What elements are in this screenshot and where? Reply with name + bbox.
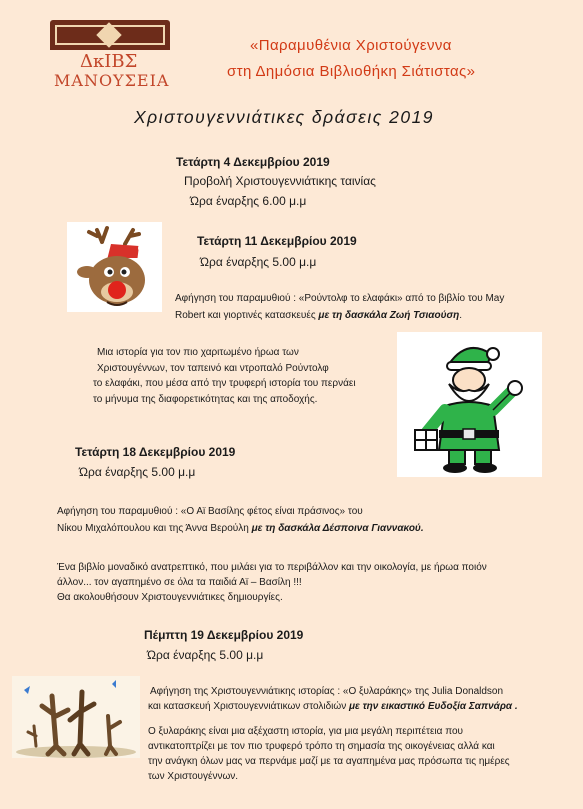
logo-line1: ΔκΙΒΣ (80, 51, 138, 72)
library-logo (50, 20, 170, 90)
event4-desc-line2 (148, 700, 518, 714)
logo-line2: ΜΑΝΟΥΣΕΙΑ (54, 71, 170, 90)
event1-date: Τετάρτη 4 Δεκεμβρίου 2019 (176, 155, 330, 169)
event3-story-line2: άλλον... τον αγαπημένο σε όλα τα παιδιά Αϊ – Βασίλη !!! (57, 577, 302, 588)
event2-time: Ώρα έναρξης 5.00 μ.μ (200, 255, 317, 269)
event1-time: Ώρα έναρξης 6.00 μ.μ (190, 194, 307, 208)
event3-desc-line2 (57, 522, 424, 536)
event3-desc-line2a: Νίκου Μιχαλόπουλου και της Άννα Βερούλη (57, 523, 252, 534)
event2-date: Τετάρτη 11 Δεκεμβρίου 2019 (197, 234, 357, 248)
header-line1: «Παραμυθένια Χριστούγεννα (250, 37, 452, 54)
event2-story-line1: Μια ιστορία για τον πιο χαριτωμένο ήρωα των (97, 347, 299, 358)
green-santa-illustration (397, 332, 542, 477)
event3-time: Ώρα έναρξης 5.00 μ.μ (79, 465, 196, 479)
event3-story-line1: Ένα βιβλίο μοναδικό ανατρεπτικό, που μιλάει για το περιβάλλον και την οικολογία, με ήρωα ποιόν (57, 562, 487, 573)
logo-ornament-icon (50, 20, 170, 50)
event4-story-line4: των Χριστουγέννων. (148, 771, 239, 782)
event4-desc-line2a: και κατασκευή Χριστουγεννιάτικων στολιδιών (148, 701, 349, 712)
event4-time: Ώρα έναρξης 5.00 μ.μ (147, 648, 264, 662)
event2-story-line2: Χριστουγέννων, τον ταπεινό και ντροπαλό Ρούντολφ (97, 363, 329, 374)
event4-desc-line1: Αφήγηση της Χριστουγεννιάτικης ιστορίας : «Ο ξυλαράκης» της Julia Donaldson (150, 686, 504, 697)
event4-date: Πέμπτη 19 Δεκεμβρίου 2019 (144, 628, 304, 642)
header-line2: στη Δημόσια Βιβλιοθήκη Σιάτιστας» (227, 63, 476, 80)
event3-date: Τετάρτη 18 Δεκεμβρίου 2019 (75, 445, 236, 459)
event3-desc-line1: Αφήγηση του παραμυθιού : «Ο Αϊ Βασίλης φέτος είναι πράσινος» του (57, 506, 363, 517)
event4-story-line2: αντικατοπτρίζει με τον πιο τρυφερό τρόπο τη σημασία της οικογένειας αλλά και (148, 741, 495, 752)
page-title: Χριστουγεννιάτικες δράσεις 2019 (134, 107, 435, 127)
event4-teacher: με την εικαστικό Ευδοξία Σαπνάρα . (348, 701, 518, 712)
event3-story-line3: Θα ακολουθήσουν Χριστουγεννιάτικες δημιουργίες. (57, 592, 283, 603)
stick-man-illustration (12, 676, 140, 758)
event2-teacher: με τη δασκάλα Ζωή Τσιαούση (318, 310, 460, 321)
event1-desc: Προβολή Χριστουγεννιάτικης ταινίας (184, 174, 376, 188)
event2-desc-line2 (175, 309, 462, 323)
event2-story-line4: το μήνυμα της διαφορετικότητας και της αποδοχής. (93, 394, 318, 405)
event2-desc-line1: Αφήγηση του παραμυθιού : «Ρούντολφ το ελαφάκι» από το βιβλίο του May (175, 293, 505, 304)
event4-story-line1: Ο ξυλαράκης είναι μια αξέχαστη ιστορία, για μια μεγάλη περιπέτεια που (148, 726, 463, 737)
event2-story-line3: το ελαφάκι, που μέσα από την τρυφερή ιστορία του περνάει (93, 378, 356, 389)
reindeer-illustration (67, 222, 162, 312)
event4-story-line3: την ανάγκη όλων μας να περνάμε μαζί με τα αγαπημένα μας πρόσωπα τις ημέρες (148, 756, 510, 767)
event2-desc-line2a: Robert και γιορτινές κατασκευές (175, 310, 319, 321)
event2-desc-line2c: . (459, 310, 463, 321)
event3-teacher: με τη δασκάλα Δέσποινα Γιαννακού. (251, 523, 424, 534)
